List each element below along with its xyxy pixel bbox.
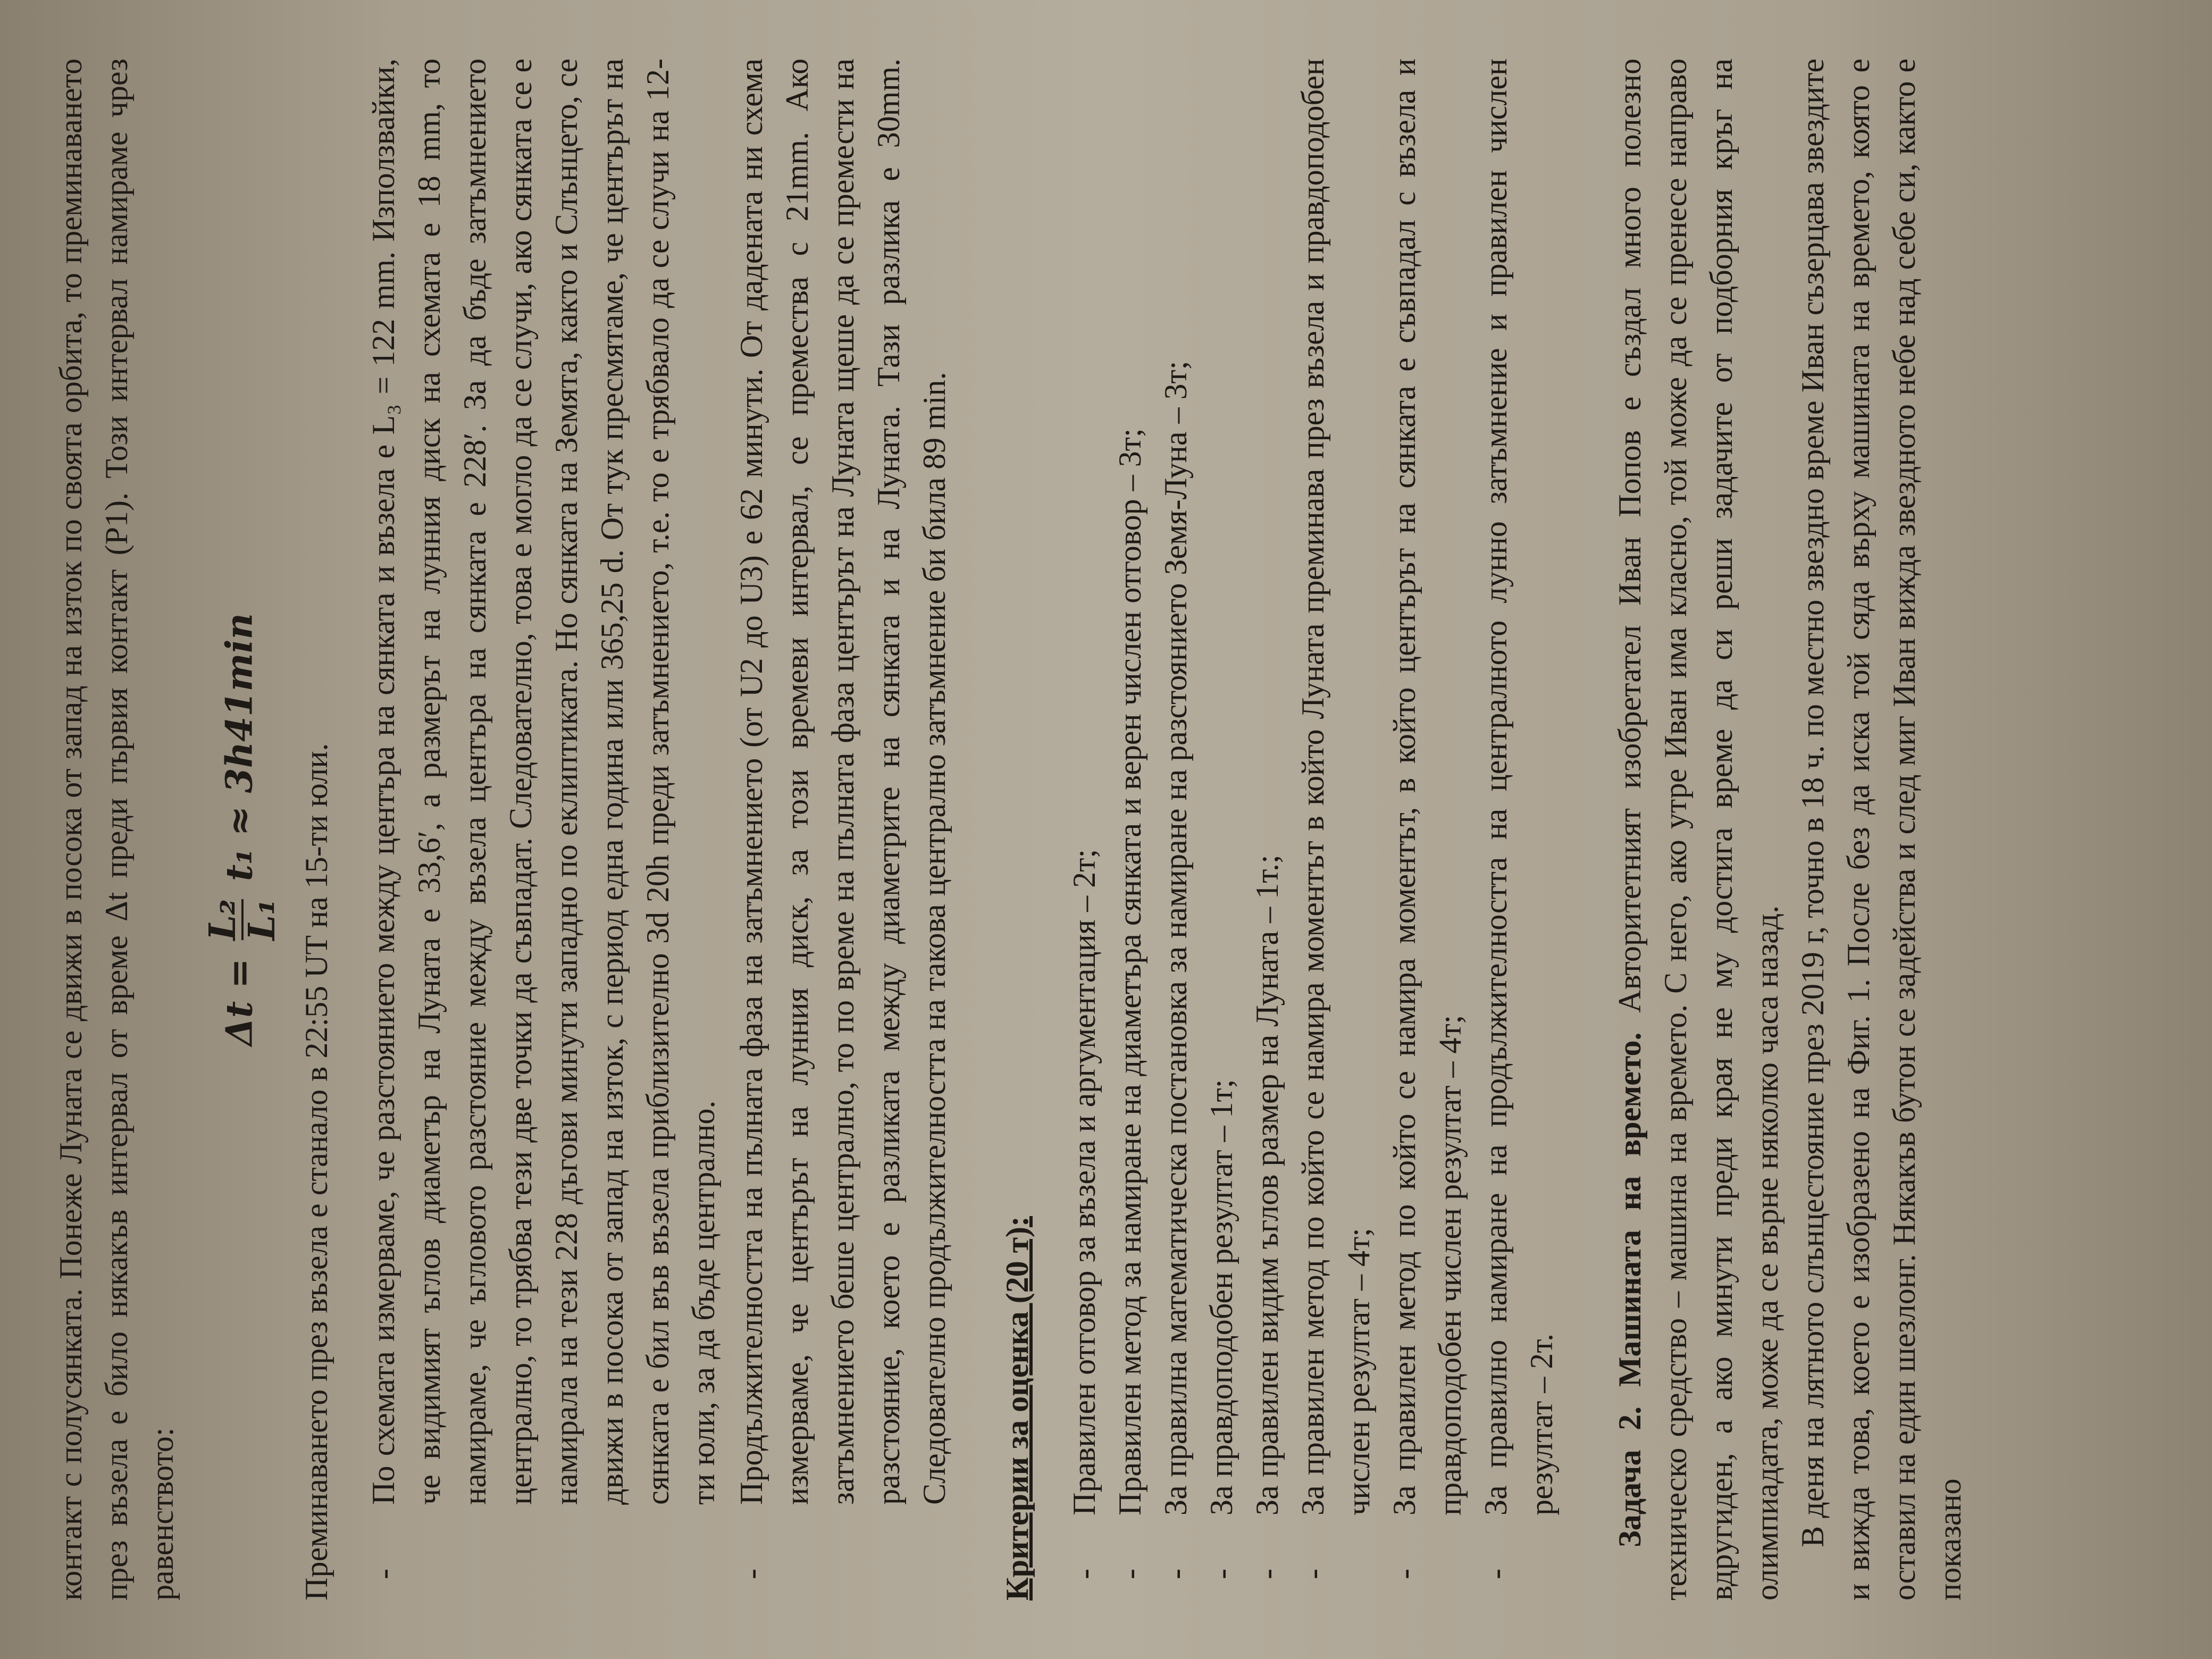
criteria-heading: Критерии за оценка (20 т): xyxy=(1000,1216,1035,1601)
criteria-item: - Правилен отговор за възела и аргументация – 2т; xyxy=(1061,58,1107,1601)
formula-numerator: L₂ xyxy=(202,899,244,941)
task-2-text: Авторитетният изобретател Иван Попов е създал много полезно техническо средство – машина на времето. С него, ако утре Иван има класно, той може да се пренесе направо вдругиден, а ако минути преди края не му достига време да си реши задачите от подборния кръг на олимпиадата, може да се върне няколко часа назад. xyxy=(1612,58,1784,1601)
criteria-item: - За правилно намиране на продължителността на централното лунно затъмнение и правилен числен резултат – 2т. xyxy=(1473,58,1564,1601)
criteria-item: - Правилен метод за намиране на диаметъра сянката и верен числен отговор – 3т; xyxy=(1107,58,1153,1601)
formula-rhs: t₁ ≈ 3h41min xyxy=(218,613,261,882)
criteria-list xyxy=(1061,58,1564,1601)
task-2-paragraph-2: В деня на лятното слънцестояние през 2019 г, точно в 18 ч. по местно звездно време Иван съзерцава звездите и вижда това, което е изобразено на Фиг. 1. После без да иска той сяда върху машината на времето, която е оставил на един шезлонг. Някакъв бутон се задейства и след миг Иван вижда звездното небе над себе си, както е показано xyxy=(1795,58,1967,1601)
criteria-item: - За правилен видим ъглов размер на Луната – 1т.; xyxy=(1244,58,1290,1601)
paragraph-node-passage: Преминаването през възела е станало в 22:55 UT на 15-ти юли. xyxy=(299,743,334,1601)
criteria-item: - За правилен метод по който се намира моментът в който Луната преминава през възела и правдоподобен числен резултат – 4т; xyxy=(1290,58,1381,1601)
formula-lhs: Δt = xyxy=(218,958,261,1046)
formula-denominator: L₁ xyxy=(241,899,283,941)
solution-bullets xyxy=(361,58,957,1601)
criteria-item: - За правдоподобен резултат – 1т; xyxy=(1199,58,1244,1601)
bullet-item: - По схемата измерваме, че разстоянието между центъра на сянката и възела е L₃ = 122 mm. Използвайки, че видимият ъглов диаметър на Луната е 33,6′, а размерът на лунния диск на схемата е 18 mm, то намираме, че ъгловото разстояние между възела центъра на сянката е 228′. За да бъде затъмнението централно, то трябва тези две точки да съвпадат. Следователно, това е могло да се случи, ако сянката се е намирала на тези 228 дъгови минути западно по еклиптиката. Но сянката на Земята, както и Слънцето, се движи в посока от запад на изток, с период една година или 365,25 d. От тук пресмятаме, че центърът на сянката е бил във възела приблизително 3d 20h преди затъмнението, т.е. то е трябвало да се случи на 12-ти юли, за да бъде централно. xyxy=(361,58,726,1601)
formula-delta-t xyxy=(204,58,281,1601)
document-page xyxy=(21,21,2191,1638)
task-2-label: Задача 2. Машината на времето. xyxy=(1612,1032,1647,1547)
criteria-item: - За правилен метод по който се намира моментът, в който центърът на сянката е съвпадал с възела и правдоподобен числен резултат – 4т; xyxy=(1381,58,1473,1601)
document-content xyxy=(48,58,1973,1601)
criteria-item: - За правилна математическа постановка за намиране на разстоянието Земя-Луна – 3т; xyxy=(1153,58,1199,1601)
bullet-item: - Продължителността на пълната фаза на затъмнението (от U2 до U3) е 62 минути. От дадената ни схема измерваме, че центърът на лунния диск, за този времеви интервал, се премества с 21mm. Ако затъмнението беше централно, то по време на пълната фаза центърът на Луната щеше да се премести на разстояние, което е разликата между диаметрите на сянката и на Луната. Тази разлика е 30mm. Следователно продължителността на такова централно затъмнение би била 89 min. xyxy=(728,58,957,1601)
formula-fraction xyxy=(204,899,281,941)
task-2-paragraph xyxy=(1607,58,1790,1601)
paragraph-intro: контакт с полусянката. Понеже Луната се движи в посока от запад на изток по своята орбита, то преминаването през възела е било някакъв интервал от време Δt преди първия контакт (P1). Този интервал намираме чрез равенството: xyxy=(53,58,180,1601)
